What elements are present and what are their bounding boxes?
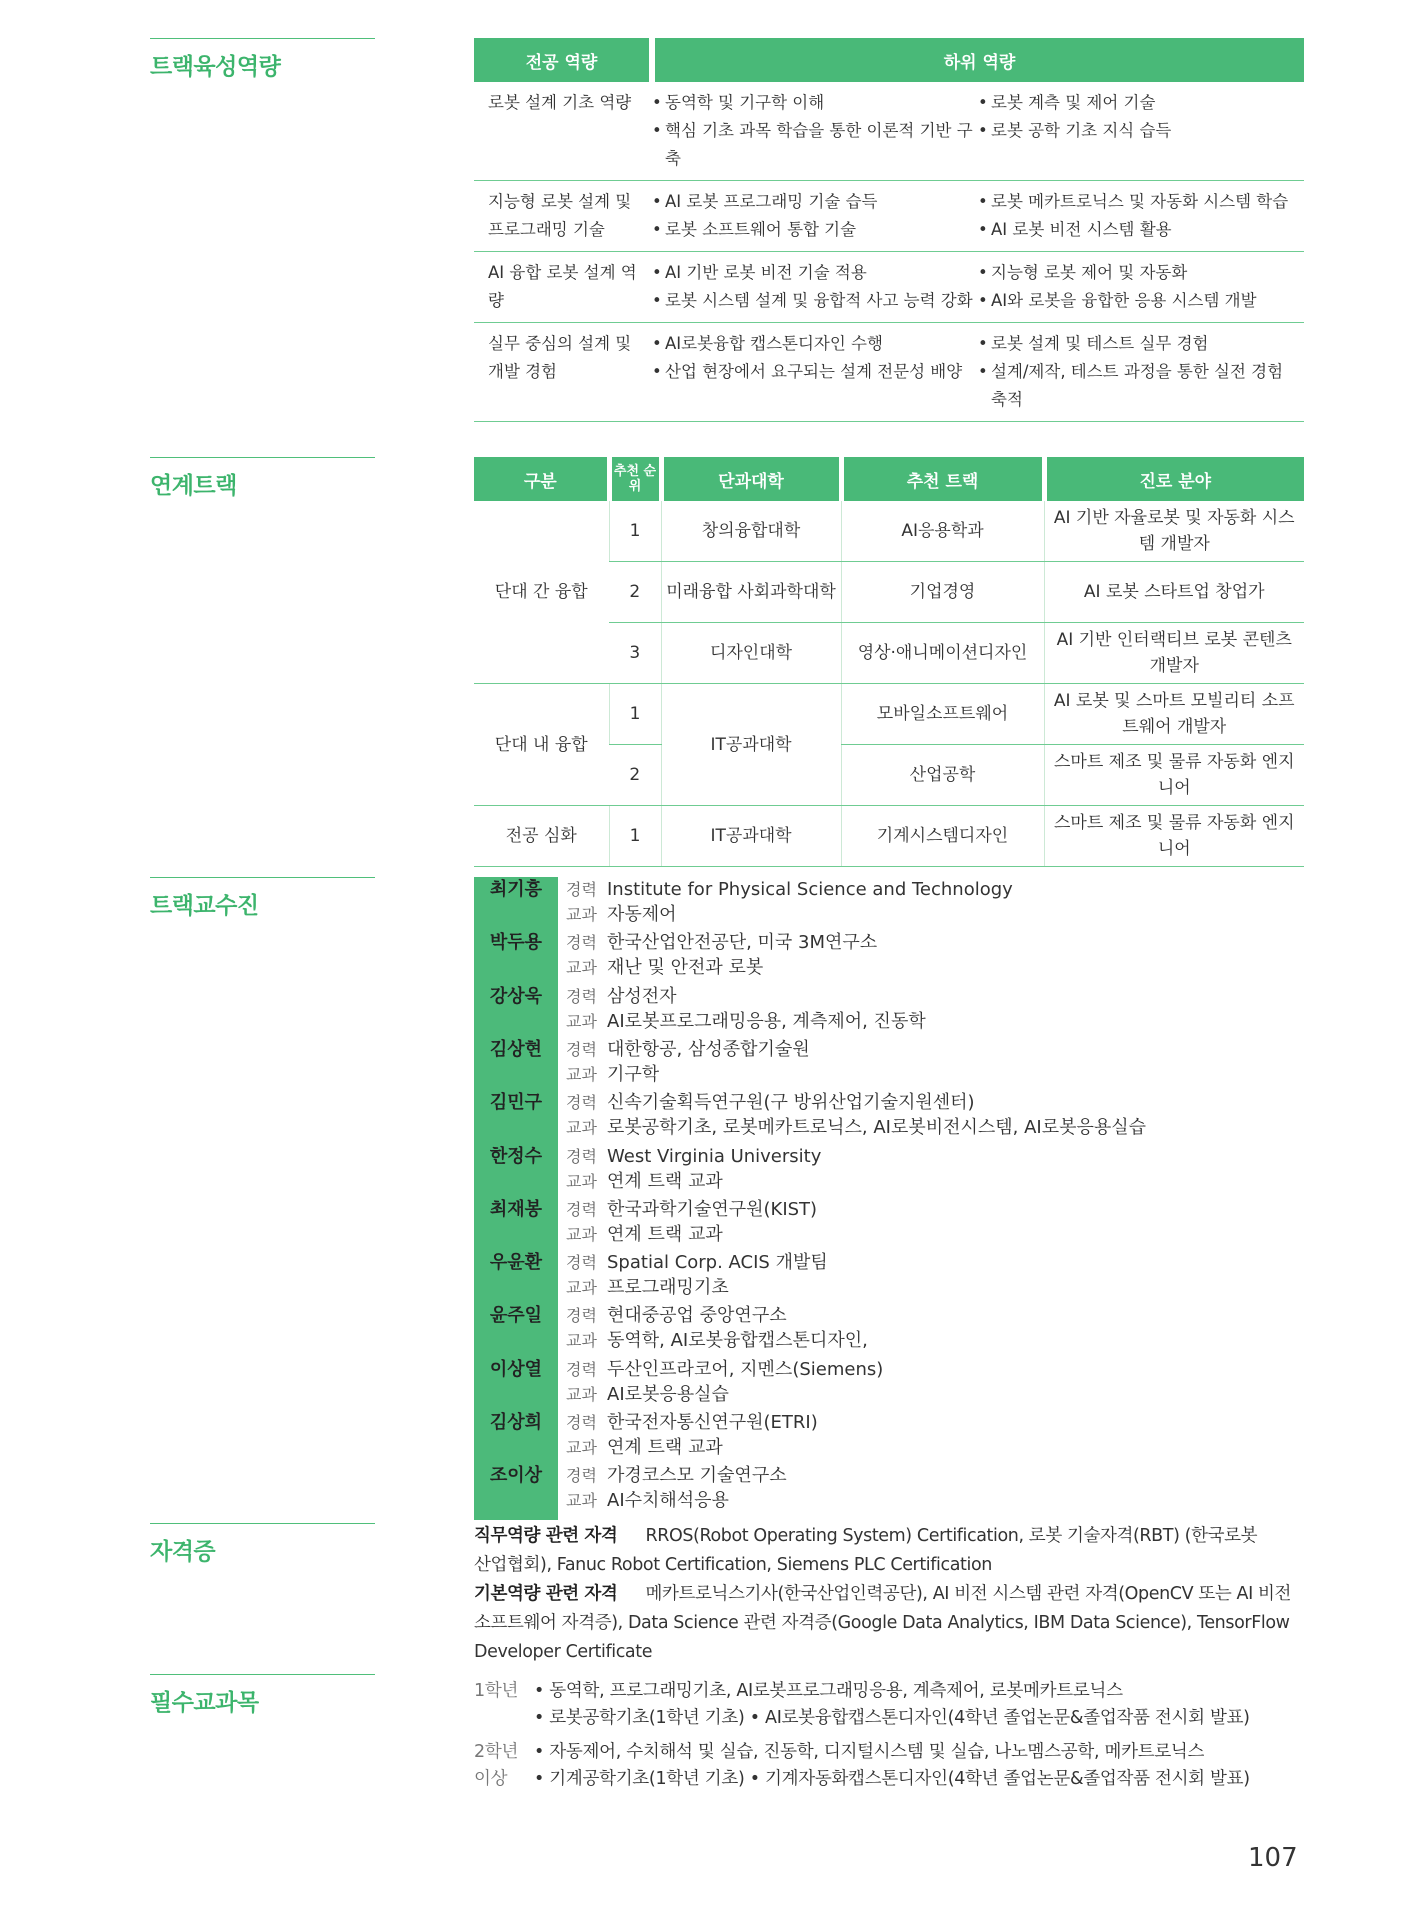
year-label: 2학년 xyxy=(474,1742,519,1762)
career-label: 경력 xyxy=(566,880,597,899)
course-text: 연계 트랙 교과 xyxy=(607,1223,723,1245)
course-label: 교과 xyxy=(566,1384,597,1404)
course-label: 교과 xyxy=(566,1224,597,1244)
track-cell: 기계시스템디자인 xyxy=(841,806,1044,867)
course-line: • 자동제어, 수치해석 및 실습, 진동학, 디지털시스템 및 실습, 나노멤스공학, 메카트로닉스 xyxy=(534,1742,1205,1762)
career-text: 한국산업안전공단, 미국 3M연구소 xyxy=(607,932,878,954)
sub-cell xyxy=(978,252,1304,323)
rank-cell: 1 xyxy=(609,806,661,867)
professor-name: 윤주일 xyxy=(489,1305,543,1327)
career-cell: 스마트 제조 및 물류 자동화 엔지니어 xyxy=(1044,745,1304,806)
course-text: 연계 트랙 교과 xyxy=(607,1437,723,1458)
table-row xyxy=(474,501,1304,562)
basic-cert-label: 기본역량 관련 자격 xyxy=(474,1584,618,1604)
certificate-text xyxy=(474,1522,1304,1667)
header-major-competency: 전공 역량 xyxy=(474,38,652,82)
table-row xyxy=(474,323,1304,422)
course-text: 프로그래밍기초 xyxy=(607,1277,729,1299)
course-text: 기구학 xyxy=(607,1063,660,1085)
professor-name: 조이상 xyxy=(489,1465,543,1487)
header-sub-competency: 하위 역량 xyxy=(652,38,1304,82)
header-track: 추천 트랙 xyxy=(841,457,1044,501)
career-cell: AI 기반 인터랙티브 로봇 콘텐츠 개발자 xyxy=(1044,623,1304,684)
professor-name: 한정수 xyxy=(489,1145,543,1167)
course-label: 교과 xyxy=(566,1064,597,1084)
college-cell: 창의융합대학 xyxy=(661,501,841,562)
college-cell: 디자인대학 xyxy=(661,623,841,684)
category-cell: 전공 심화 xyxy=(474,806,609,867)
career-text: 두산인프라코어, 지멘스(Siemens) xyxy=(607,1358,884,1380)
course-line: • 동역학, 프로그래밍기초, AI로봇프로그래밍응용, 계측제어, 로봇메카트로닉스 xyxy=(534,1681,1123,1701)
course-line: • 기계공학기초(1학년 기초) • 기계자동화캡스톤디자인(4학년 졸업논문&졸업작품 전시회 발표) xyxy=(534,1769,1250,1789)
track-cell: 모바일소프트웨어 xyxy=(841,684,1044,745)
basic-cert-text: 소프트웨어 자격증), Data Science 관련 자격증(Google Data Analytics, IBM Data Science), TensorFlow xyxy=(474,1613,1290,1633)
course-text: AI로봇응용실습 xyxy=(607,1383,729,1405)
header-category: 구분 xyxy=(474,457,609,501)
section-title: 연계트랙 xyxy=(150,473,237,499)
sub-cell xyxy=(652,181,978,252)
career-text: 가경코스모 기술연구소 xyxy=(607,1465,787,1487)
professor-row xyxy=(474,1090,1304,1143)
section-professors xyxy=(150,877,375,920)
table-row xyxy=(474,181,1304,252)
list-item: • 로봇 설계 및 테스트 실무 경험 xyxy=(978,330,1300,358)
list-item: • 설계/제작, 테스트 과정을 통한 실전 경험 축적 xyxy=(978,358,1300,414)
year-label: 이상 xyxy=(474,1769,508,1789)
course-text: AI로봇프로그래밍응용, 계측제어, 진동학 xyxy=(607,1010,926,1032)
track-cell: 기업경영 xyxy=(841,562,1044,623)
career-text: 대한항공, 삼성종합기술원 xyxy=(607,1038,810,1060)
career-cell: AI 로봇 스타트업 창업가 xyxy=(1044,562,1304,623)
track-cell: 영상·애니메이션디자인 xyxy=(841,623,1044,684)
section-title: 트랙교수진 xyxy=(150,893,259,919)
list-item: • AI로봇융합 캡스톤디자인 수행 xyxy=(652,330,974,358)
career-label: 경력 xyxy=(566,1093,597,1113)
professor-row xyxy=(474,1197,1304,1250)
career-text: Spatial Corp. ACIS 개발팀 xyxy=(607,1252,828,1274)
course-text: 연계 트랙 교과 xyxy=(607,1170,723,1192)
table-row xyxy=(474,684,1304,745)
job-cert-text: RROS(Robot Operating System) Certification, 로봇 기술자격(RBT) (한국로봇 xyxy=(645,1526,1258,1546)
section-title: 필수교과목 xyxy=(150,1690,259,1716)
career-label: 경력 xyxy=(566,1253,597,1273)
professor-row xyxy=(474,984,1304,1037)
career-text: Institute for Physical Science and Technology xyxy=(607,879,1013,900)
course-label: 교과 xyxy=(566,905,597,924)
section-title: 트랙육성역량 xyxy=(150,54,281,80)
professor-name: 김상희 xyxy=(489,1412,543,1433)
college-cell: IT공과대학 xyxy=(661,684,841,806)
sub-cell xyxy=(978,181,1304,252)
table-row xyxy=(474,806,1304,867)
career-text: 현대중공업 중앙연구소 xyxy=(607,1305,787,1327)
course-label: 교과 xyxy=(566,1491,597,1511)
rank-cell: 3 xyxy=(609,623,661,684)
career-label: 경력 xyxy=(566,933,597,953)
sub-cell xyxy=(978,82,1304,181)
course-text: 동역학, AI로봇융합캡스톤디자인, xyxy=(607,1330,868,1352)
table-row xyxy=(474,252,1304,323)
career-text: 삼성전자 xyxy=(607,985,677,1007)
list-item: • 지능형 로봇 제어 및 자동화 xyxy=(978,259,1300,287)
career-label: 경력 xyxy=(566,986,597,1006)
section-linked-track xyxy=(150,457,375,500)
year-label: 1학년 xyxy=(474,1681,519,1701)
career-label: 경력 xyxy=(566,1146,597,1166)
rank-cell: 1 xyxy=(609,501,661,562)
professor-row xyxy=(474,877,1304,930)
list-item: • AI 로봇 비전 시스템 활용 xyxy=(978,216,1300,244)
basic-cert-text: Developer Certificate xyxy=(474,1642,653,1662)
list-item: • 동역학 및 기구학 이해 xyxy=(652,89,974,117)
section-title: 자격증 xyxy=(150,1539,216,1565)
course-label: 교과 xyxy=(566,1278,597,1298)
list-item: • AI 기반 로봇 비전 기술 적용 xyxy=(652,259,974,287)
college-cell: 미래융합 사회과학대학 xyxy=(661,562,841,623)
header-college: 단과대학 xyxy=(661,457,841,501)
list-item: • AI와 로봇을 융합한 응용 시스템 개발 xyxy=(978,287,1300,315)
course-text: 자동제어 xyxy=(607,904,677,925)
career-text: 신속기술획득연구원(구 방위산업기술지원센터) xyxy=(607,1092,975,1114)
professor-name: 강상욱 xyxy=(489,985,543,1007)
page-number: 107 xyxy=(1248,1843,1298,1873)
career-label: 경력 xyxy=(566,1413,597,1432)
career-text: 한국과학기술연구원(KIST) xyxy=(607,1198,818,1220)
course-label: 교과 xyxy=(566,958,597,978)
career-cell: AI 기반 자율로봇 및 자동화 시스템 개발자 xyxy=(1044,501,1304,562)
table-row xyxy=(474,82,1304,181)
professor-name: 이상열 xyxy=(489,1358,543,1380)
job-cert-label: 직무역량 관련 자격 xyxy=(474,1526,618,1546)
sub-cell xyxy=(652,323,978,422)
header-rank: 추천 순위 xyxy=(609,457,661,501)
career-cell: AI 로봇 및 스마트 모빌리티 소프트웨어 개발자 xyxy=(1044,684,1304,745)
major-cell: 지능형 로봇 설계 및 프로그래밍 기술 xyxy=(474,181,652,252)
professor-row xyxy=(474,930,1304,983)
course-label: 교과 xyxy=(566,1331,597,1351)
professor-row xyxy=(474,1463,1304,1516)
career-label: 경력 xyxy=(566,1466,597,1486)
career-label: 경력 xyxy=(566,1199,597,1219)
professor-row xyxy=(474,1037,1304,1090)
career-cell: 스마트 제조 및 물류 자동화 엔지니어 xyxy=(1044,806,1304,867)
list-item: • AI 로봇 프로그래밍 기술 습득 xyxy=(652,188,974,216)
list-item: • 로봇 소프트웨어 통합 기술 xyxy=(652,216,974,244)
basic-cert-text: 메카트로닉스기사(한국산업인력공단), AI 비전 시스템 관련 자격(OpenCV 또는 AI 비전 xyxy=(645,1584,1292,1604)
sub-cell xyxy=(978,323,1304,422)
job-cert-text: 산업협회), Fanuc Robot Certification, Siemens PLC Certification xyxy=(474,1555,992,1575)
course-text: 로봇공학기초, 로봇메카트로닉스, AI로봇비전시스템, AI로봇응용실습 xyxy=(607,1117,1147,1139)
course-line: • 로봇공학기초(1학년 기초) • AI로봇융합캡스톤디자인(4학년 졸업논문&졸업작품 전시회 발표) xyxy=(534,1708,1250,1728)
category-cell: 단대 내 융합 xyxy=(474,684,609,806)
career-label: 경력 xyxy=(566,1359,597,1379)
list-item: • 로봇 시스템 설계 및 융합적 사고 능력 강화 xyxy=(652,287,974,315)
professor-row xyxy=(474,1144,1304,1197)
professor-name: 김상현 xyxy=(489,1038,543,1060)
course-label: 교과 xyxy=(566,1118,597,1138)
course-label: 교과 xyxy=(566,1171,597,1191)
major-cell: 로봇 설계 기초 역량 xyxy=(474,82,652,181)
career-label: 경력 xyxy=(566,1306,597,1326)
major-cell: AI 융합 로봇 설계 역량 xyxy=(474,252,652,323)
rank-cell: 2 xyxy=(609,745,661,806)
career-text: West Virginia University xyxy=(607,1145,822,1167)
sub-cell xyxy=(652,82,978,181)
course-label: 교과 xyxy=(566,1438,597,1457)
linked-track-table xyxy=(474,457,1304,867)
college-cell: IT공과대학 xyxy=(661,806,841,867)
career-text: 한국전자통신연구원(ETRI) xyxy=(607,1412,818,1433)
professor-name: 김민구 xyxy=(489,1092,543,1114)
track-cell: 산업공학 xyxy=(841,745,1044,806)
rank-cell: 2 xyxy=(609,562,661,623)
course-text: 재난 및 안전과 로봇 xyxy=(607,957,764,979)
professor-name: 최기흥 xyxy=(489,879,543,900)
career-label: 경력 xyxy=(566,1039,597,1059)
professor-row xyxy=(474,1357,1304,1410)
list-item: • 핵심 기초 과목 학습을 통한 이론적 기반 구축 xyxy=(652,117,974,173)
list-item: • 로봇 공학 기초 지식 습득 xyxy=(978,117,1300,145)
section-certificates xyxy=(150,1523,375,1566)
professor-name: 박두용 xyxy=(489,932,543,954)
course-text: AI수치해석응용 xyxy=(607,1490,729,1512)
rank-cell: 1 xyxy=(609,684,661,745)
professor-name: 우윤환 xyxy=(489,1252,543,1274)
course-label: 교과 xyxy=(566,1011,597,1031)
professor-row xyxy=(474,1410,1304,1463)
professor-row xyxy=(474,1303,1304,1356)
list-item: • 산업 현장에서 요구되는 설계 전문성 배양 xyxy=(652,358,974,386)
list-item: • 로봇 메카트로닉스 및 자동화 시스템 학습 xyxy=(978,188,1300,216)
category-cell: 단대 간 융합 xyxy=(474,501,609,684)
header-career: 진로 분야 xyxy=(1044,457,1304,501)
sub-cell xyxy=(652,252,978,323)
major-cell: 실무 중심의 설계 및 개발 경험 xyxy=(474,323,652,422)
section-competency xyxy=(150,38,375,81)
professor-name: 최재봉 xyxy=(489,1198,543,1220)
competency-table xyxy=(474,38,1304,422)
list-item: • 로봇 계측 및 제어 기술 xyxy=(978,89,1300,117)
track-cell: AI응용학과 xyxy=(841,501,1044,562)
section-required-courses xyxy=(150,1674,375,1717)
professor-row xyxy=(474,1250,1304,1303)
